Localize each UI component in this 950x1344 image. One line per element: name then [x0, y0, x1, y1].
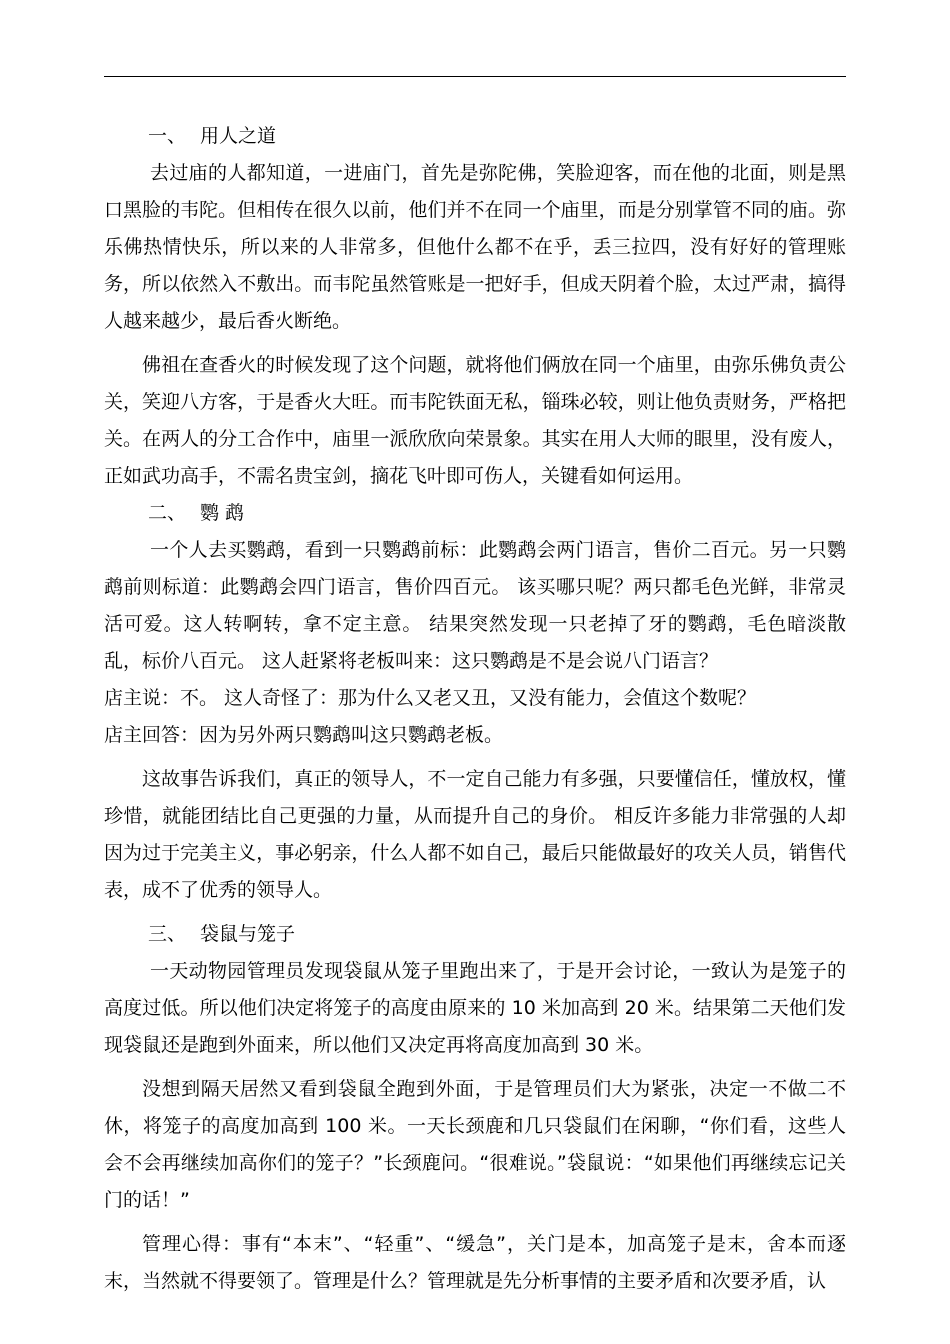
paragraph: 一天动物园管理员发现袋鼠从笼子里跑出来了，于是开会讨论，一致认为是笼子的高度过低。所以他们决定将笼子的高度由原来的 10 米加高到 20 米。结果第二天他们发现袋鼠还是跑到外面来，所以他们又决定再将高度加高到 30 米。 — [104, 960, 846, 1056]
section-heading-3 — [104, 916, 846, 953]
paragraph: 一个人去买鹦鹉，看到一只鹦鹉前标：此鹦鹉会两门语言，售价二百元。另一只鹦鹉前则标道：此鹦鹉会四门语言，售价四百元。 该买哪只呢？两只都毛色光鲜，非常灵活可爱。这人转啊转，拿不定主意。 结果突然发现一只老掉了牙的鹦鹉，毛色暗淡散乱，标价八百元。 这人赶紧将老板叫来：这只鹦鹉是不是会说八门语言？ — [104, 539, 846, 672]
section-heading-2 — [104, 495, 846, 532]
paragraph: 佛祖在查香火的时候发现了这个问题，就将他们俩放在同一个庙里，由弥乐佛负责公关，笑迎八方客，于是香火大旺。而韦陀铁面无私，锱珠必较，则让他负责财务，严格把关。在两人的分工合作中，庙里一派欣欣向荣景象。其实在用人大师的眼里，没有废人，正如武功高手，不需名贵宝剑，摘花飞叶即可伤人，关键看如何运用。 — [104, 354, 846, 487]
section-title: 鹦 鹉 — [200, 502, 245, 524]
section-number: 二、 — [148, 502, 187, 524]
section-heading-1 — [104, 118, 846, 155]
paragraph: 没想到隔天居然又看到袋鼠全跑到外面，于是管理员们大为紧张，决定一不做二不休，将笼子的高度加高到 100 米。一天长颈鹿和几只袋鼠们在闲聊，“你们看，这些人会不会再继续加高你们的笼子？”长颈鹿问。“很难说。”袋鼠说：“如果他们再继续忘记关门的话！” — [104, 1078, 846, 1211]
section-title: 用人之道 — [200, 125, 277, 147]
paragraph: 管理心得：事有“本末”、“轻重”、“缓急”，关门是本，加高笼子是末，舍本而逐末，当然就不得要领了。管理是什么？管理就是先分析事情的主要矛盾和次要矛盾，认 — [104, 1233, 846, 1292]
header-rule — [104, 76, 846, 77]
paragraph: 店主说：不。 这人奇怪了：那为什么又老又丑，又没有能力，会值这个数呢？ — [104, 687, 757, 709]
section-title: 袋鼠与笼子 — [200, 923, 296, 945]
section-number: 一、 — [148, 125, 187, 147]
section-number: 三、 — [148, 923, 187, 945]
document-body — [104, 118, 846, 1300]
paragraph: 去过庙的人都知道，一进庙门，首先是弥陀佛，笑脸迎客，而在他的北面，则是黑口黑脸的韦陀。但相传在很久以前，他们并不在同一个庙里，而是分别掌管不同的庙。弥乐佛热情快乐，所以来的人非常多，但他什么都不在乎，丢三拉四，没有好好的管理账务，所以依然入不敷出。而韦陀虽然管账是一把好手，但成天阴着个脸，太过严肃，搞得人越来越少，最后香火断绝。 — [104, 162, 846, 332]
paragraph: 店主回答：因为另外两只鹦鹉叫这只鹦鹉老板。 — [104, 724, 504, 746]
paragraph: 这故事告诉我们，真正的领导人，不一定自己能力有多强，只要懂信任，懂放权，懂珍惜，就能团结比自己更强的力量，从而提升自己的身价。 相反许多能力非常强的人却因为过于完美主义，事必躬亲，什么人都不如自己，最后只能做最好的攻关人员，销售代表，成不了优秀的领导人。 — [104, 768, 846, 901]
